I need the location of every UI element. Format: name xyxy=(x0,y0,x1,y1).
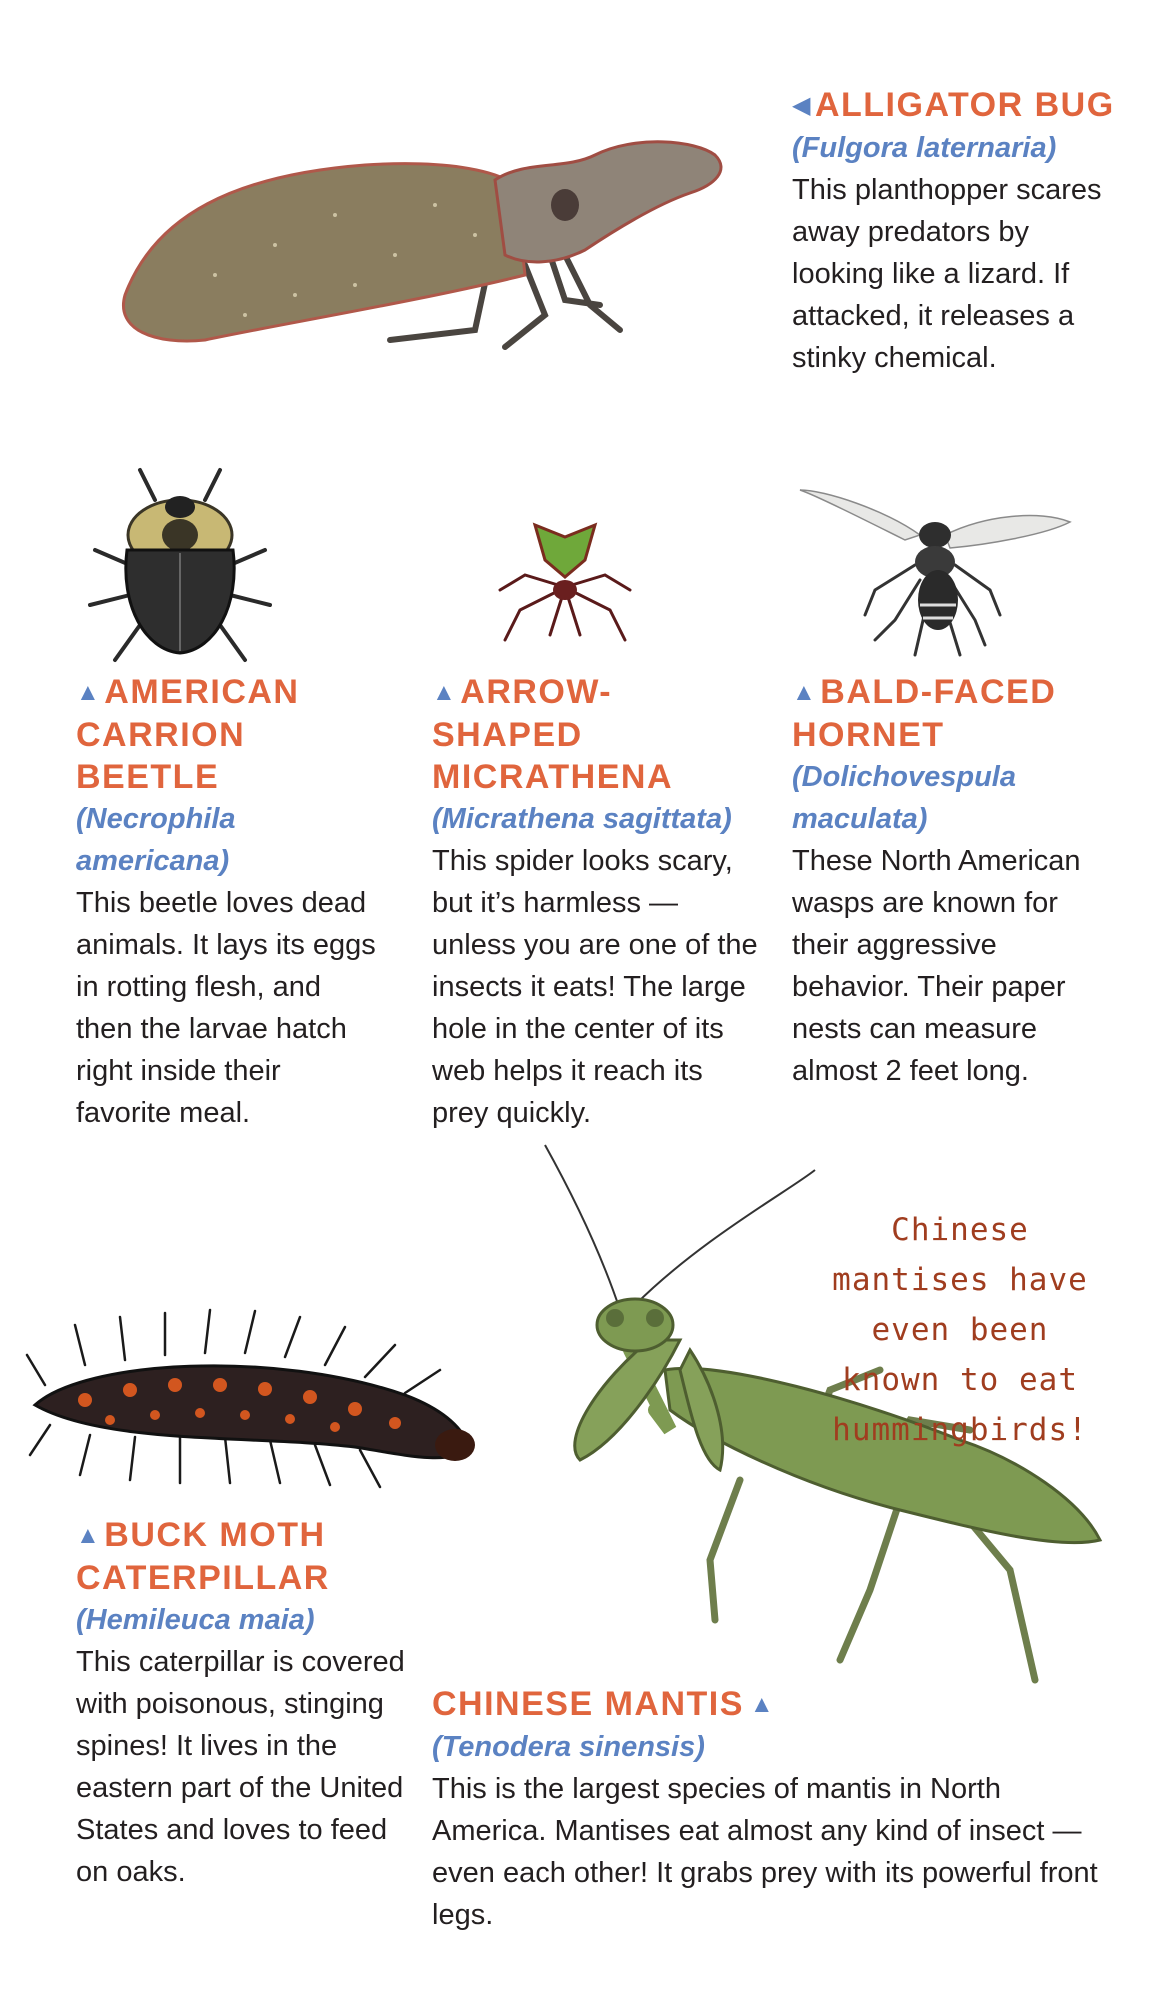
micrathena-spider-illustration xyxy=(490,515,640,645)
entry-description: This beetle loves dead animals. It lays its eggs in rotting flesh, and then the larvae hatch right inside their favorite meal. xyxy=(76,887,376,1129)
entry-title: CHINESE MANTIS ▲ xyxy=(432,1685,776,1723)
mantis-fun-fact-note: Chinese mantises have even been known to eat hummingbirds! xyxy=(832,1212,1088,1448)
entry-description: These North American wasps are known for their aggressive behavior. Their paper nests can measure almost 2 feet long. xyxy=(792,845,1081,1087)
entry-micrathena xyxy=(432,671,762,1134)
hornet-illustration xyxy=(795,480,1075,670)
arrow-up-icon: ▲ xyxy=(76,679,102,706)
scientific-name: (Hemileuca maia) xyxy=(76,1604,315,1636)
caterpillar-illustration xyxy=(25,1305,490,1495)
arrow-up-icon: ▲ xyxy=(432,679,458,706)
arrow-up-icon: ▲ xyxy=(792,679,818,706)
entry-description: This planthopper scares away predators by looking like a lizard. If attacked, it releases a stinky chemical. xyxy=(792,174,1102,374)
entry-alligator-bug xyxy=(792,84,1122,379)
alligator-bug-illustration xyxy=(95,115,735,350)
scientific-name: (Fulgora laternaria) xyxy=(792,132,1057,164)
scientific-name: (Micrathena sagittata) xyxy=(432,803,732,835)
entry-title: ▲BALD-FACED HORNET xyxy=(792,673,1057,754)
entry-chinese-mantis xyxy=(432,1683,1112,1936)
entry-carrion-beetle xyxy=(76,671,376,1134)
carrion-beetle-illustration xyxy=(85,465,275,665)
arrow-up-icon: ▲ xyxy=(749,1691,776,1718)
entry-title: ◀ALLIGATOR BUG xyxy=(792,86,1115,124)
entry-title: ▲BUCK MOTH CATERPILLAR xyxy=(76,1516,330,1597)
scientific-name: (Dolichovespula maculata) xyxy=(792,761,1016,835)
entry-title: ▲ARROW-SHAPED MICRATHENA xyxy=(432,673,674,796)
scientific-name: (Necrophila americana) xyxy=(76,803,236,877)
entry-bald-faced-hornet xyxy=(792,671,1122,1092)
entry-description: This caterpillar is covered with poisonous, stinging spines! It lives in the eastern part of the United States and loves to feed on oaks. xyxy=(76,1646,405,1888)
arrow-up-icon: ▲ xyxy=(76,1522,102,1549)
entry-title: ▲AMERICAN CARRION BEETLE xyxy=(76,673,300,796)
entry-buck-moth-caterpillar xyxy=(76,1514,406,1893)
entry-description: This spider looks scary, but it’s harmless — unless you are one of the insects it eats! The large hole in the center of its web helps it reach its prey quickly. xyxy=(432,845,758,1129)
scientific-name: (Tenodera sinensis) xyxy=(432,1731,705,1763)
entry-description: This is the largest species of mantis in North America. Mantises eat almost any kind of insect — even each other! It grabs prey with its powerful front legs. xyxy=(432,1773,1098,1931)
arrow-left-icon: ◀ xyxy=(792,92,812,119)
